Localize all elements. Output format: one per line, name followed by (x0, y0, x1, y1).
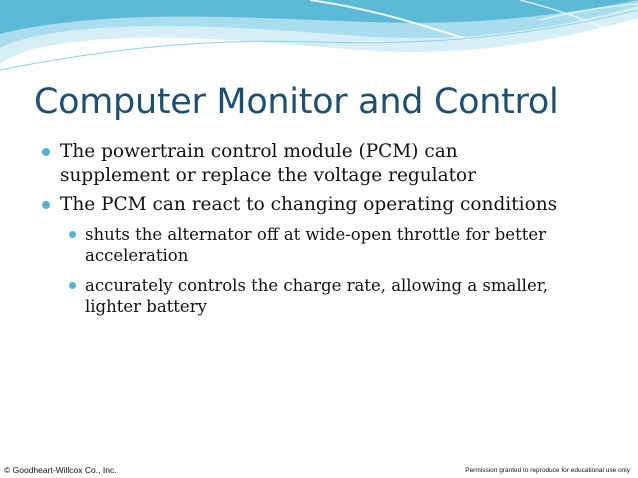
bullet-item (60, 140, 530, 188)
bullet-dot-icon (69, 231, 76, 238)
slide-title: Computer Monitor and Control (34, 82, 559, 122)
bullet-line: shuts the alternator off at wide-open throttle for better (85, 225, 546, 244)
sub-bullet-item (85, 275, 605, 317)
bullet-dot-icon (42, 201, 50, 209)
bullet-dot-icon (69, 282, 76, 289)
bullet-item (60, 193, 600, 217)
bullet-line: accurately controls the charge rate, allowing a smaller, (85, 276, 549, 295)
bullet-line: supplement or replace the voltage regulator (60, 165, 477, 186)
sub-bullet-item (85, 224, 605, 266)
header-wave-decoration (0, 0, 638, 80)
permission-footer: Permission granted to reproduce for educational use only (465, 467, 630, 474)
bullet-line: The powertrain control module (PCM) can (60, 141, 458, 162)
copyright-footer: © Goodheart-Willcox Co., Inc. (4, 465, 117, 475)
bullet-dot-icon (42, 148, 50, 156)
bullet-line: The PCM can react to changing operating conditions (60, 194, 558, 215)
bullet-line: acceleration (85, 246, 189, 265)
bullet-line: lighter battery (85, 297, 207, 316)
